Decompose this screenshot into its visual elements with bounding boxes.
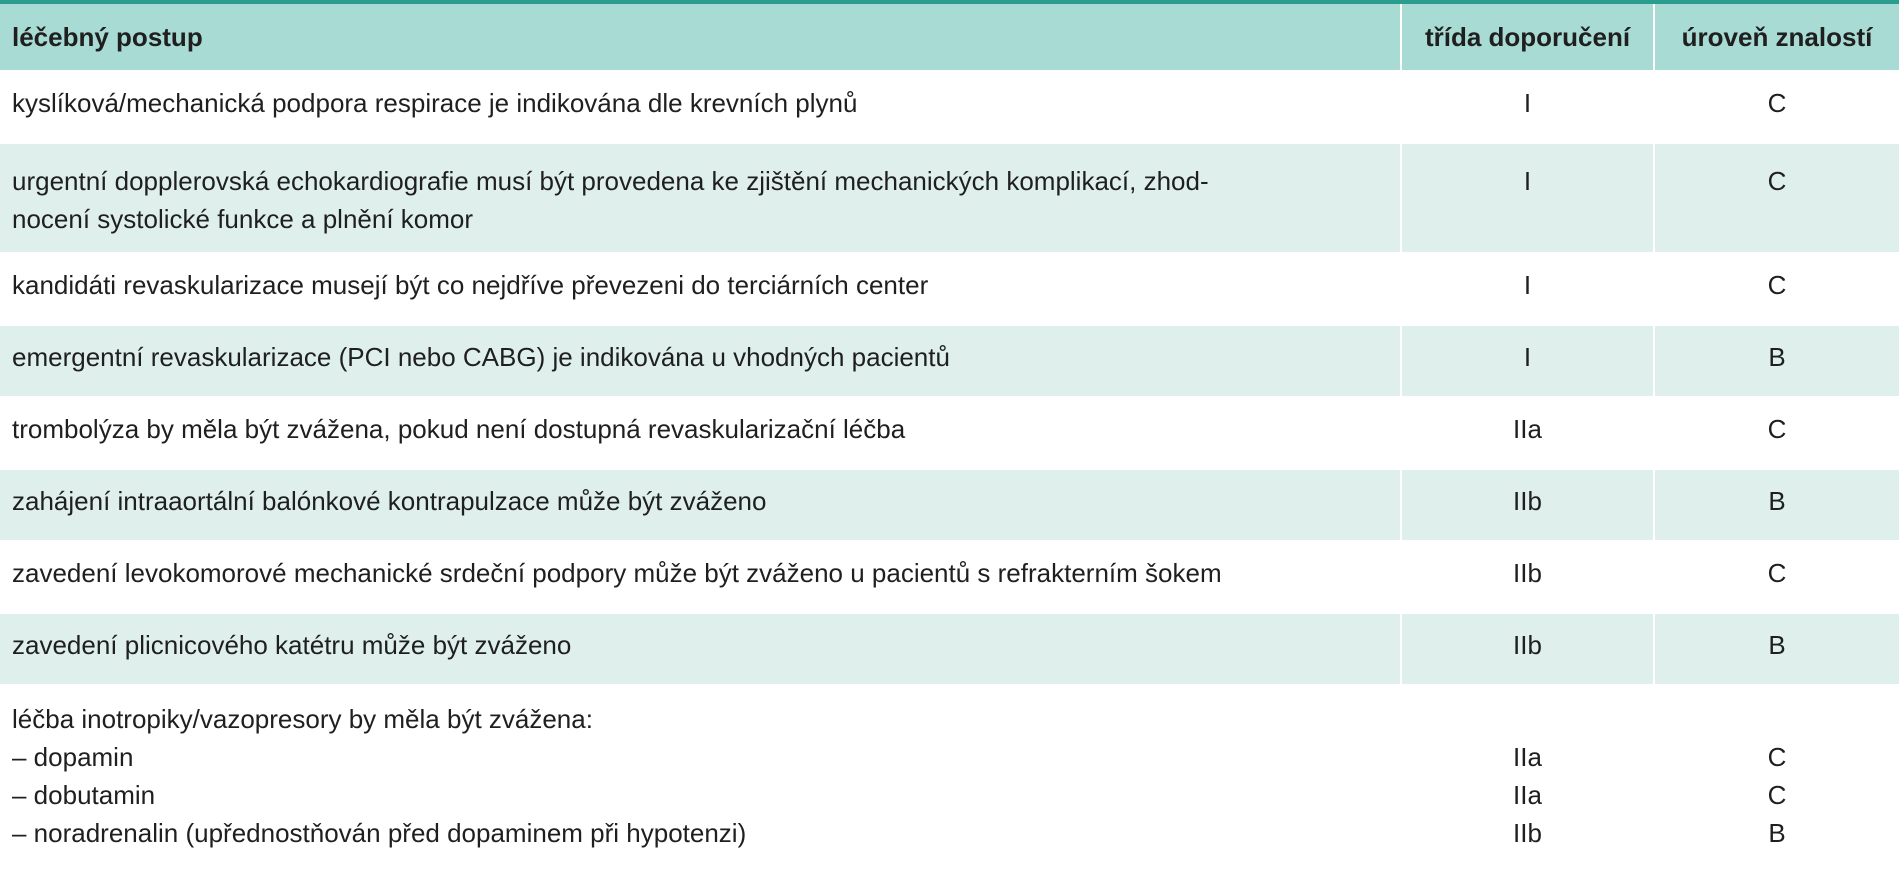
- header-class: třída doporučení: [1401, 4, 1654, 71]
- level-cell: C: [1654, 143, 1899, 253]
- table-header-row: [0, 4, 1899, 71]
- class-value: IIa: [1513, 742, 1542, 772]
- class-cell: I: [1401, 253, 1654, 325]
- class-cell: I: [1401, 325, 1654, 397]
- table-row: [0, 469, 1899, 541]
- level-cell: B: [1654, 469, 1899, 541]
- procedure-line: léčba inotropiky/vazopresory by měla být zvážena:: [12, 704, 593, 734]
- table-row: [0, 397, 1899, 469]
- class-cell: I: [1401, 71, 1654, 143]
- class-value: IIb: [1513, 818, 1542, 848]
- procedure-cell: kyslíková/mechanická podpora respirace je indikována dle krevních plynů: [0, 71, 1401, 143]
- drug-item: – noradrenalin (upřednostňován před dopaminem při hypotenzi): [12, 818, 747, 848]
- class-cell: IIb: [1401, 613, 1654, 685]
- table-row: [0, 253, 1899, 325]
- table-row: [0, 541, 1899, 613]
- level-cell: B: [1654, 613, 1899, 685]
- table-row: [0, 325, 1899, 397]
- procedure-cell: kandidáti revaskularizace musejí být co nejdříve převezeni do terciárních center: [0, 253, 1401, 325]
- procedure-line: nocení systolické funkce a plnění komor: [12, 204, 474, 234]
- table-row: [0, 685, 1899, 871]
- procedure-cell: [0, 685, 1401, 871]
- table-row: [0, 143, 1899, 253]
- class-cell: I: [1401, 143, 1654, 253]
- class-cell: IIb: [1401, 469, 1654, 541]
- table-row: [0, 613, 1899, 685]
- level-cell: [1654, 685, 1899, 871]
- drug-item: – dopamin: [12, 742, 134, 772]
- class-cell: [1401, 685, 1654, 871]
- procedure-line: urgentní dopplerovská echokardiografie musí být provedena ke zjištění mechanických komplikací, zhod-: [12, 166, 1209, 196]
- header-procedure: léčebný postup: [0, 4, 1401, 71]
- header-level: úroveň znalostí: [1654, 4, 1899, 71]
- procedure-cell: zavedení plicnicového katétru může být zváženo: [0, 613, 1401, 685]
- level-value: C: [1767, 742, 1787, 772]
- drug-item: – dobutamin: [12, 780, 156, 810]
- level-cell: C: [1654, 253, 1899, 325]
- level-cell: B: [1654, 325, 1899, 397]
- procedure-cell: zahájení intraaortální balónkové kontrapulzace může být zváženo: [0, 469, 1401, 541]
- level-cell: C: [1654, 397, 1899, 469]
- level-value: C: [1767, 780, 1787, 810]
- procedure-cell: emergentní revaskularizace (PCI nebo CABG) je indikována u vhodných pacientů: [0, 325, 1401, 397]
- recommendations-table: [0, 4, 1899, 872]
- level-cell: C: [1654, 71, 1899, 143]
- level-cell: C: [1654, 541, 1899, 613]
- procedure-cell: trombolýza by měla být zvážena, pokud není dostupná revaskularizační léčba: [0, 397, 1401, 469]
- procedure-cell: [0, 143, 1401, 253]
- level-value: B: [1768, 818, 1786, 848]
- class-cell: IIb: [1401, 541, 1654, 613]
- procedure-cell: zavedení levokomorové mechanické srdeční podpory může být zváženo u pacientů s refrakterním šokem: [0, 541, 1401, 613]
- class-cell: IIa: [1401, 397, 1654, 469]
- table-row: [0, 71, 1899, 143]
- class-value: IIa: [1513, 780, 1542, 810]
